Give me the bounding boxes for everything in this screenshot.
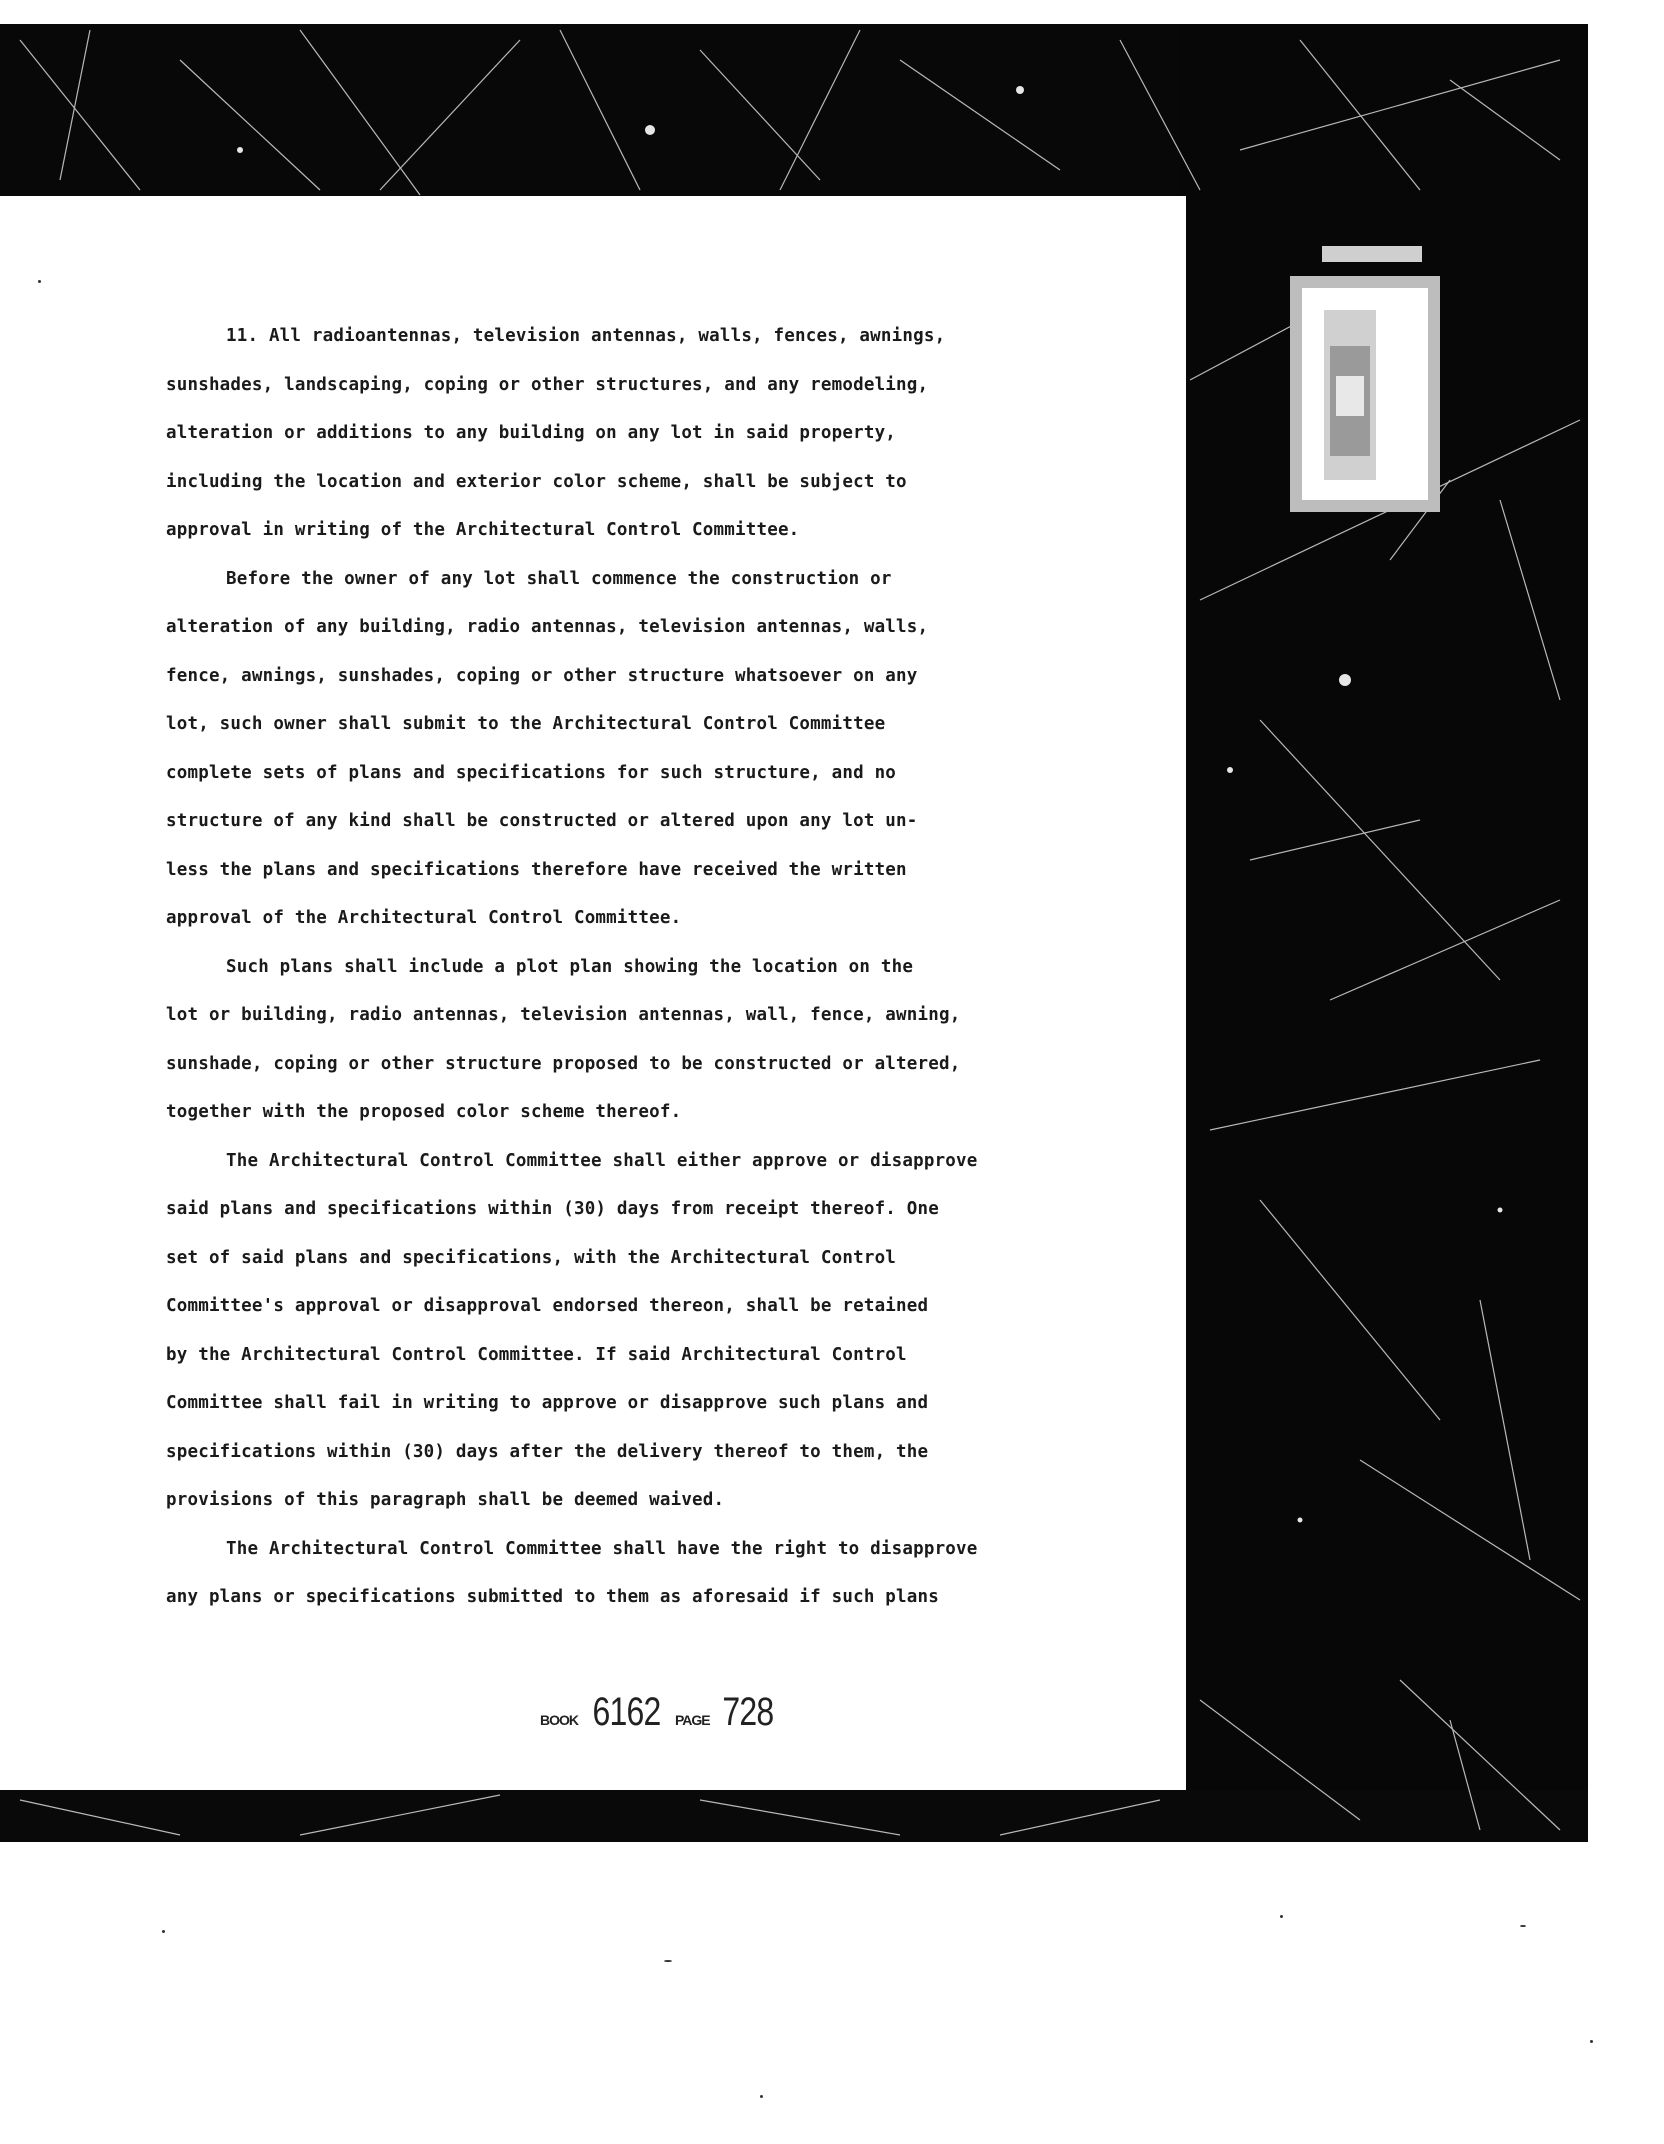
scan-speck xyxy=(1280,1915,1283,1918)
text-line: structure of any kind shall be constructed or altered upon any lot un- xyxy=(166,811,918,831)
book-number: 6162 xyxy=(592,1690,661,1734)
text-line: Committee's approval or disapproval endorsed thereon, shall be retained xyxy=(166,1296,929,1316)
scan-speck xyxy=(664,1960,672,1962)
text-line: sunshades, landscaping, coping or other structures, and any remodeling, xyxy=(166,374,929,395)
scan-dark-border-bottom xyxy=(0,1790,1588,1842)
scan-speck xyxy=(1590,2040,1593,2043)
scan-speck xyxy=(1520,1925,1526,1927)
text-line: said plans and specifications within (30) days from receipt thereof. One xyxy=(166,1199,939,1219)
text-line: alteration of any building, radio antennas, television antennas, walls, xyxy=(166,617,929,637)
text-line: complete sets of plans and specifications for such structure, and no xyxy=(166,762,897,783)
page-number: 728 xyxy=(722,1690,773,1734)
text-line: alteration or additions to any building on any lot in said property, xyxy=(166,423,897,443)
scan-speck xyxy=(760,2095,763,2098)
text-line: fence, awnings, sunshades, coping or other structure whatsoever on any xyxy=(166,665,918,686)
text-line: Committee shall fail in writing to approve or disapprove such plans and xyxy=(166,1393,929,1413)
paragraph-right-to-disapprove xyxy=(166,1525,1096,1622)
text-line: lot or building, radio antennas, television antennas, wall, fence, awning, xyxy=(166,1005,961,1025)
text-line: approval in writing of the Architectural Control Committee. xyxy=(166,520,800,540)
text-line: 11. All radioantennas, television antennas, walls, fences, awnings, xyxy=(226,326,946,346)
text-line: Before the owner of any lot shall commence the construction or xyxy=(226,568,892,589)
paragraph-plot-plan xyxy=(166,943,1096,1137)
scan-speck xyxy=(162,1930,165,1933)
light-switch-plate-image xyxy=(1284,246,1446,514)
text-line: together with the proposed color scheme thereof. xyxy=(166,1102,682,1122)
text-line: provisions of this paragraph shall be deemed waived. xyxy=(166,1490,725,1510)
text-line: set of said plans and specifications, with the Architectural Control xyxy=(166,1247,897,1268)
scan-speck xyxy=(38,280,41,283)
text-line: Such plans shall include a plot plan showing the location on the xyxy=(226,956,914,977)
text-line: any plans or specifications submitted to them as aforesaid if such plans xyxy=(166,1587,939,1607)
text-line: sunshade, coping or other structure proposed to be constructed or altered, xyxy=(166,1053,961,1074)
text-line: specifications within (30) days after the delivery thereof to them, the xyxy=(166,1441,929,1462)
deed-restrictions-text xyxy=(166,312,1096,1622)
text-line: less the plans and specifications therefore have received the written xyxy=(166,859,907,880)
paragraph-11 xyxy=(166,312,1096,555)
recording-book-page-stamp xyxy=(540,1690,779,1750)
text-line: lot, such owner shall submit to the Architectural Control Committee xyxy=(166,714,886,734)
paragraph-approval-period xyxy=(166,1137,1096,1525)
text-line: including the location and exterior color scheme, shall be subject to xyxy=(166,471,907,492)
text-line: The Architectural Control Committee shall have the right to disapprove xyxy=(226,1538,978,1559)
book-label: BOOK xyxy=(540,1712,578,1728)
text-line: approval of the Architectural Control Committee. xyxy=(166,908,682,928)
page-label: PAGE xyxy=(674,1712,710,1728)
text-line: The Architectural Control Committee shall either approve or disapprove xyxy=(226,1150,978,1171)
paragraph-submission xyxy=(166,555,1096,943)
text-line: by the Architectural Control Committee. If said Architectural Control xyxy=(166,1344,907,1365)
